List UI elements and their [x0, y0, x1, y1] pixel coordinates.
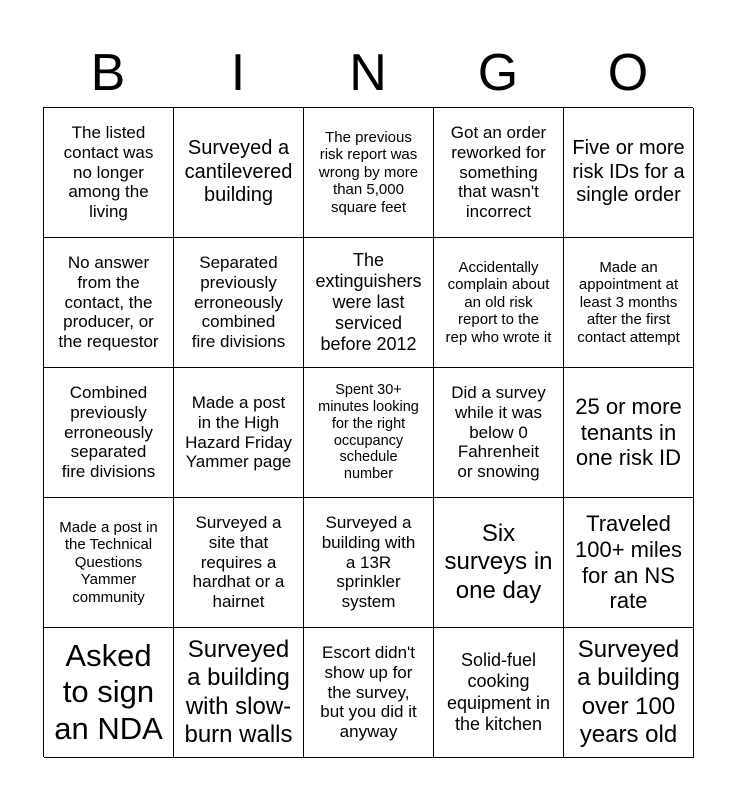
bingo-cell[interactable]: The listed contact was no longer among the living — [44, 108, 174, 238]
bingo-cell[interactable]: Solid-fuel cooking equipment in the kitchen — [434, 628, 564, 758]
bingo-cell[interactable]: Made an appointment at least 3 months after the first contact attempt — [564, 238, 694, 368]
header-letter-i: I — [230, 44, 246, 102]
bingo-cell[interactable]: Accidentally complain about an old risk report to the rep who wrote it — [434, 238, 564, 368]
bingo-cell[interactable]: No answer from the contact, the producer, or the requestor — [44, 238, 174, 368]
bingo-cell[interactable]: Surveyed a building over 100 years old — [564, 628, 694, 758]
header-letter-o: O — [607, 44, 649, 102]
bingo-cell[interactable]: Surveyed a cantilevered building — [174, 108, 304, 238]
header-letter-n: N — [349, 44, 387, 102]
bingo-grid — [43, 107, 693, 757]
bingo-cell[interactable]: Escort didn't show up for the survey, but you did it anyway — [304, 628, 434, 758]
header-letter-b: B — [90, 44, 126, 102]
bingo-cell[interactable]: Five or more risk IDs for a single order — [564, 108, 694, 238]
bingo-cell[interactable]: Asked to sign an NDA — [44, 628, 174, 758]
bingo-cell[interactable]: Six surveys in one day — [434, 498, 564, 628]
bingo-cell[interactable]: Made a post in the High Hazard Friday Yammer page — [174, 368, 304, 498]
bingo-header — [43, 40, 693, 106]
header-letter-g: G — [477, 44, 519, 102]
bingo-cell[interactable]: Traveled 100+ miles for an NS rate — [564, 498, 694, 628]
bingo-cell[interactable]: Got an order reworked for something that wasn't incorrect — [434, 108, 564, 238]
bingo-cell[interactable]: Combined previously erroneously separated fire divisions — [44, 368, 174, 498]
bingo-cell[interactable]: The previous risk report was wrong by more than 5,000 square feet — [304, 108, 434, 238]
bingo-cell[interactable]: Surveyed a site that requires a hardhat or a hairnet — [174, 498, 304, 628]
bingo-cell[interactable]: Spent 30+ minutes looking for the right occupancy schedule number — [304, 368, 434, 498]
bingo-cell[interactable]: Surveyed a building with a 13R sprinkler system — [304, 498, 434, 628]
bingo-cell[interactable]: 25 or more tenants in one risk ID — [564, 368, 694, 498]
bingo-cell[interactable]: Made a post in the Technical Questions Yammer community — [44, 498, 174, 628]
bingo-cell[interactable]: Separated previously erroneously combined fire divisions — [174, 238, 304, 368]
bingo-cell[interactable]: The extinguishers were last serviced before 2012 — [304, 238, 434, 368]
bingo-cell[interactable]: Did a survey while it was below 0 Fahrenheit or snowing — [434, 368, 564, 498]
bingo-cell[interactable]: Surveyed a building with slow- burn walls — [174, 628, 304, 758]
